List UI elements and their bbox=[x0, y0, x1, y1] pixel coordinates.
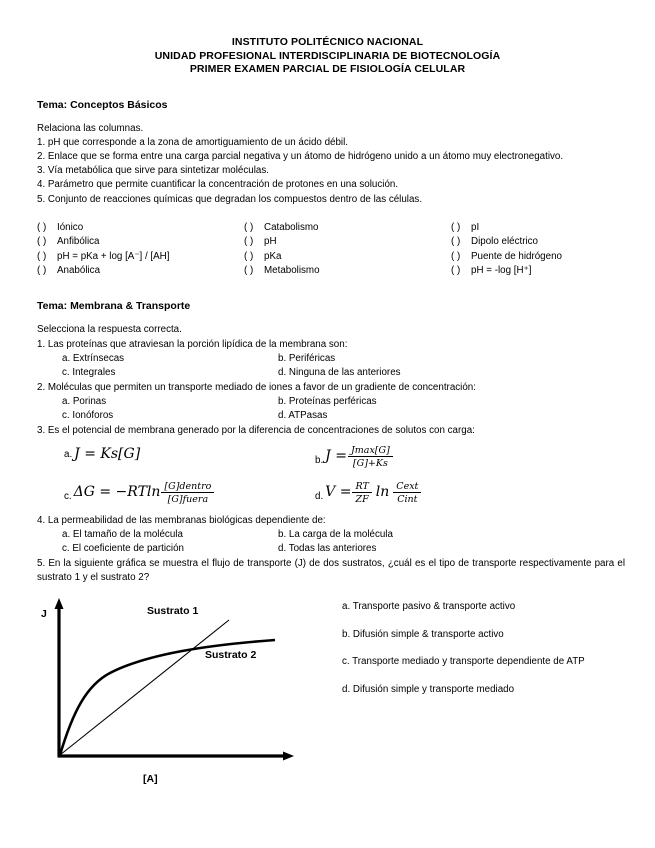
option-c-formula[interactable] bbox=[37, 480, 315, 504]
match-row bbox=[37, 221, 625, 235]
option-b[interactable]: b. La carga de la molécula bbox=[278, 528, 393, 540]
answer-blank[interactable]: ( ) bbox=[37, 236, 47, 248]
x-axis-arrowhead bbox=[283, 752, 294, 761]
formula-d-denominator-2: Cint bbox=[397, 493, 418, 505]
match-option[interactable] bbox=[244, 235, 451, 249]
formula-c-denominator: [G]fuera bbox=[167, 493, 209, 505]
formula-a-expression: J = Ks[G] bbox=[74, 445, 141, 462]
match-label: pH bbox=[264, 236, 277, 248]
question-2-options-row bbox=[37, 409, 625, 423]
option-a-formula[interactable] bbox=[37, 444, 315, 462]
match-option[interactable] bbox=[451, 250, 625, 264]
match-row bbox=[37, 250, 625, 264]
option-a[interactable]: a. Transporte pasivo & transporte activo bbox=[342, 601, 516, 613]
question-4-options-row bbox=[37, 528, 625, 542]
answer-blank[interactable]: ( ) bbox=[451, 250, 461, 262]
option-d[interactable]: d. Todas las anteriores bbox=[278, 543, 377, 555]
formula-a bbox=[64, 446, 140, 462]
match-option[interactable] bbox=[451, 221, 625, 235]
formula-c bbox=[64, 480, 215, 504]
match-label: pI bbox=[471, 221, 480, 233]
option-a[interactable]: a. Extrínsecas bbox=[62, 352, 125, 364]
question-2-text: 2. Moléculas que permiten un transporte mediado de iones a favor de un gradiente de concentración: bbox=[37, 381, 476, 393]
option-letter-d: d. bbox=[315, 490, 324, 502]
answer-blank[interactable]: ( ) bbox=[244, 221, 254, 233]
option-letter-a: a. bbox=[64, 448, 73, 460]
option-b[interactable]: b. Proteínas perféricas bbox=[278, 395, 377, 407]
formula-b-numerator: Jmax[G] bbox=[348, 445, 393, 457]
series-label-sustrato-1: Sustrato 1 bbox=[147, 605, 199, 618]
section-title-membrana: Tema: Membrana & Transporte bbox=[37, 300, 191, 313]
formula-b bbox=[315, 444, 394, 468]
match-label: Puente de hidrógeno bbox=[471, 250, 562, 262]
question-5-text: 5. En la siguiente gráfica se muestra el flujo de transporte (J) de dos sustratos, ¿cuál es el tipo de transporte respectivamente para el sustrato 1 y el sustrato 2? bbox=[37, 557, 625, 583]
match-option[interactable] bbox=[244, 221, 451, 235]
header-line-unit: UNIDAD PROFESIONAL INTERDISCIPLINARIA DE BIOTECNOLOGÍA bbox=[154, 49, 501, 62]
option-c[interactable]: c. El coeficiente de partición bbox=[62, 543, 184, 555]
match-label: pKa bbox=[264, 250, 282, 262]
section1-items bbox=[37, 136, 625, 207]
formula-d-fraction-1 bbox=[352, 481, 371, 505]
item-2: 2. Enlace que se forma entre una carga parcial negativa y un átomo de hidrógeno unido a un átomo muy electronegativo. bbox=[37, 150, 564, 162]
answer-blank[interactable]: ( ) bbox=[244, 236, 254, 248]
question-1-options-row bbox=[37, 366, 625, 380]
series-line-sustrato-1 bbox=[60, 620, 229, 755]
option-b-formula[interactable] bbox=[315, 444, 625, 468]
series-label-sustrato-2: Sustrato 2 bbox=[205, 649, 257, 662]
answer-blank[interactable]: ( ) bbox=[451, 264, 461, 276]
option-d[interactable]: d. ATPasas bbox=[278, 410, 328, 422]
answer-blank[interactable]: ( ) bbox=[37, 221, 47, 233]
option-d[interactable]: d. Ninguna de las anteriores bbox=[278, 367, 401, 379]
answer-blank[interactable]: ( ) bbox=[451, 221, 461, 233]
formula-d-numerator-1: RT bbox=[352, 481, 371, 493]
formula-d-numerator-2: Cext bbox=[393, 481, 421, 493]
document-body bbox=[0, 99, 655, 789]
match-row bbox=[37, 235, 625, 249]
match-label: Dipolo eléctrico bbox=[471, 236, 538, 248]
question-1-text: 1. Las proteínas que atraviesan la porción lipídica de la membrana son: bbox=[37, 338, 348, 350]
option-d-formula[interactable] bbox=[315, 480, 625, 504]
section1-instruction: Relaciona las columnas. bbox=[37, 122, 144, 134]
question-4-options-row bbox=[37, 542, 625, 556]
match-option[interactable] bbox=[37, 221, 244, 235]
match-option[interactable] bbox=[244, 250, 451, 264]
match-row bbox=[37, 264, 625, 278]
question-5-options bbox=[342, 601, 585, 711]
match-label: pH = pKa + log [A⁻] / [AH] bbox=[57, 250, 170, 262]
option-letter-c: c. bbox=[64, 490, 72, 502]
x-axis-label: [A] bbox=[143, 773, 158, 786]
question-4-text: 4. La permeabilidad de las membranas biológicas dependiente de: bbox=[37, 514, 326, 526]
formula-d-denominator-1: ZF bbox=[355, 493, 369, 505]
question-3-row-ab bbox=[37, 444, 625, 474]
item-5: 5. Conjunto de reacciones químicas que degradan los compuestos dentro de las células. bbox=[37, 193, 423, 205]
match-label: Anfibólica bbox=[57, 236, 100, 248]
question-1-options-row bbox=[37, 352, 625, 366]
matching-columns bbox=[37, 221, 625, 279]
formula-d-fraction-2 bbox=[393, 481, 421, 505]
header-line-institute: INSTITUTO POLITÉCNICO NACIONAL bbox=[231, 36, 424, 48]
formula-c-lhs: ΔG = −RTln bbox=[73, 483, 161, 500]
match-option[interactable] bbox=[37, 250, 244, 264]
formula-d-ln: ln bbox=[375, 483, 390, 500]
match-label: Iónico bbox=[57, 221, 84, 233]
question-3-text: 3. Es el potencial de membrana generado por la diferencia de concentraciones de solutos con carga: bbox=[37, 424, 475, 436]
answer-blank[interactable]: ( ) bbox=[244, 250, 254, 262]
match-option[interactable] bbox=[37, 264, 244, 278]
match-label: pH = -log [H⁺] bbox=[471, 264, 532, 276]
document-header bbox=[0, 0, 655, 77]
formula-d-lhs: V = bbox=[325, 483, 352, 500]
option-letter-b: b. bbox=[315, 454, 324, 466]
option-a[interactable]: a. El tamaño de la molécula bbox=[62, 528, 183, 540]
match-label: Catabolismo bbox=[264, 221, 319, 233]
answer-blank[interactable]: ( ) bbox=[37, 250, 47, 262]
y-axis-label: J bbox=[41, 608, 47, 621]
item-1: 1. pH que corresponde a la zona de amortiguamiento de un ácido débil. bbox=[37, 136, 348, 148]
option-c[interactable]: c. Integrales bbox=[62, 367, 116, 379]
option-c[interactable]: c. Ionóforos bbox=[62, 410, 114, 422]
match-label: Anabólica bbox=[57, 264, 101, 276]
match-option[interactable] bbox=[37, 235, 244, 249]
match-option[interactable] bbox=[451, 235, 625, 249]
answer-blank[interactable]: ( ) bbox=[244, 264, 254, 276]
answer-blank[interactable]: ( ) bbox=[451, 236, 461, 248]
formula-b-lhs: J = bbox=[325, 447, 347, 464]
item-3: 3. Vía metabólica que sirve para sintetizar moléculas. bbox=[37, 165, 269, 177]
formula-b-fraction bbox=[348, 445, 393, 469]
item-4: 4. Parámetro que permite cuantificar la concentración de protones en una solución. bbox=[37, 179, 399, 191]
section-title-conceptos: Tema: Conceptos Básicos bbox=[37, 98, 168, 111]
match-option[interactable] bbox=[451, 264, 625, 278]
formula-b-denominator: [G]+Ks bbox=[352, 457, 388, 469]
formula-c-numerator: [G]dentro bbox=[161, 481, 214, 493]
option-d[interactable]: d. Difusión simple y transporte mediado bbox=[342, 683, 515, 695]
transport-flux-chart bbox=[37, 593, 337, 768]
section2-instruction: Selecciona la respuesta correcta. bbox=[37, 324, 182, 336]
option-b[interactable]: b. Difusión simple & transporte activo bbox=[342, 628, 504, 640]
option-c[interactable]: c. Transporte mediado y transporte dependiente de ATP bbox=[342, 656, 585, 668]
formula-c-fraction bbox=[161, 481, 214, 505]
option-b[interactable]: b. Periféricas bbox=[278, 352, 336, 364]
question-3-row-cd bbox=[37, 480, 625, 510]
y-axis-arrowhead bbox=[55, 598, 64, 609]
match-option[interactable] bbox=[244, 264, 451, 278]
formula-d bbox=[315, 480, 422, 504]
answer-blank[interactable]: ( ) bbox=[37, 264, 47, 276]
question-2-options-row bbox=[37, 395, 625, 409]
match-label: Metabolismo bbox=[264, 264, 320, 276]
header-line-exam: PRIMER EXAMEN PARCIAL DE FISIOLOGÍA CELULAR bbox=[189, 63, 466, 75]
question-5-graph-block bbox=[37, 593, 625, 788]
option-a[interactable]: a. Porinas bbox=[62, 395, 107, 407]
